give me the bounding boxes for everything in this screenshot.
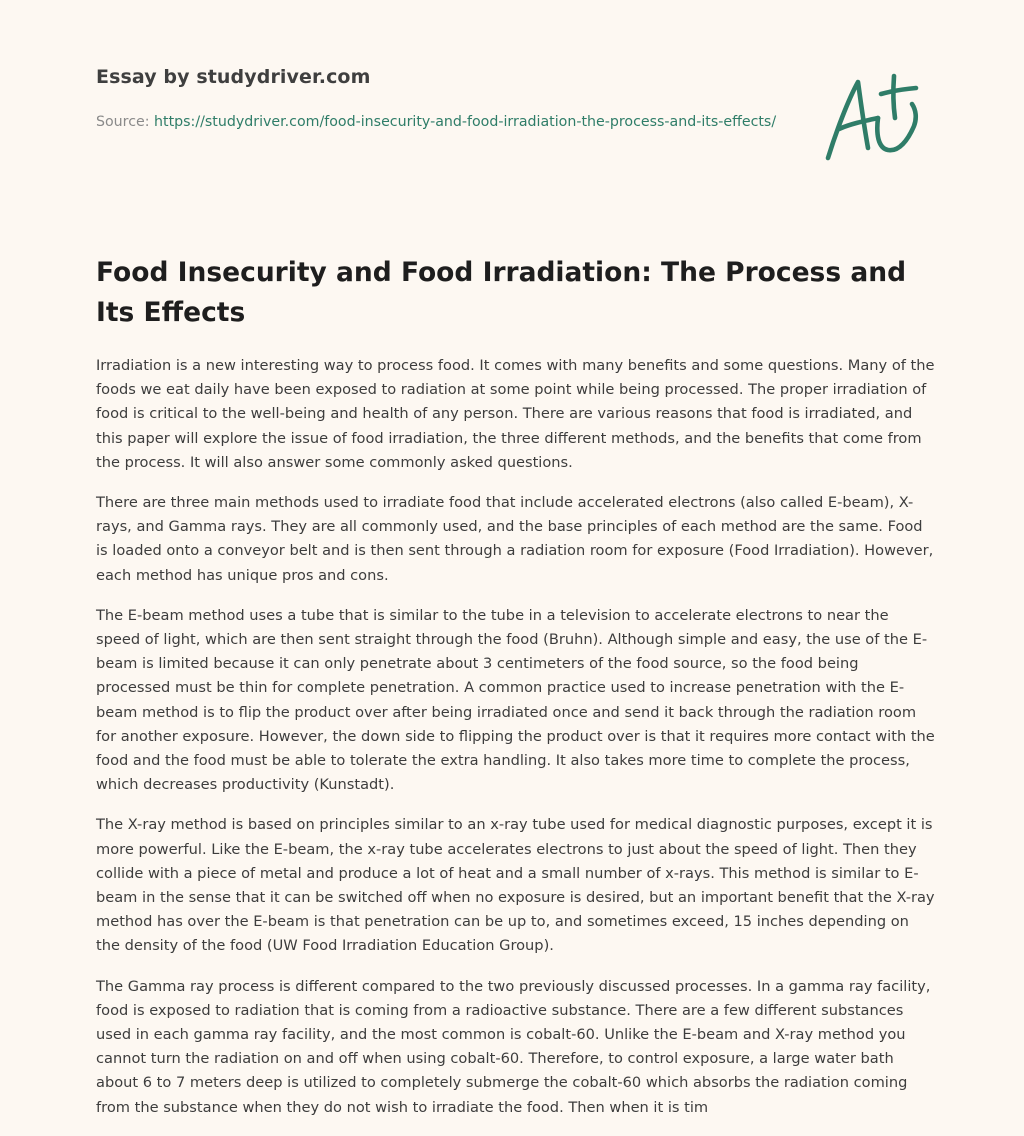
paragraph: Irradiation is a new interesting way to process food. It comes with many benefits and some questions. Many of the foods we eat daily have been exposed to radiation at some point while being processed. The proper irradiation of food is critical to the well-being and health of any person. There are various reasons that food is irradiated, and this paper will explore the issue of food irradiation, the three different methods, and the benefits that come from the process. It will also answer some commonly asked questions. [96, 357, 935, 471]
paragraph: The E-beam method uses a tube that is similar to the tube in a television to accelerate electrons to near the speed of light, which are then sent straight through the food (Bruhn). Although simple and easy, the use of the E-beam is limited because it can only penetrate about 3 centimeters of the food source, so the food being processed must be thin for complete penetration. A common practice used to increase penetration with the E-beam method is to flip the product over after being irradiated once and send it back through the radiation room for another exposure. However, the down side to flipping the product over is that it requires more contact with the food and the food must be able to tolerate the extra handling. It also takes more time to complete the process, which decreases productivity (Kunstadt). [96, 606, 935, 794]
source-link[interactable]: https://studydriver.com/food-insecurity-and-food-irradiation-the-process-and-its-effects/ [154, 114, 777, 130]
paragraph: The X-ray method is based on principles similar to an x-ray tube used for medical diagnostic purposes, except it is more powerful. Like the E-beam, the x-ray tube accelerates electrons to just about the speed of light. Then they collide with a piece of metal and produce a lot of heat and a small number of x-rays. This method is similar to E-beam in the sense that it can be switched off when no exposure is desired, but an important benefit that the X-ray method has over the E-beam is that penetration can be up to, and sometimes exceed, 15 inches depending on the density of the food (UW Food Irradiation Education Group). [96, 816, 935, 955]
paragraph: There are three main methods used to irradiate food that include accelerated electrons (also called E-beam), X-rays, and Gamma rays. They are all commonly used, and the base principles of each method are the same. Food is loaded onto a conveyor belt and is then sent through a radiation room for exposure (Food Irradiation). However, each method has unique pros and cons. [96, 494, 934, 584]
source-label: Source: [96, 114, 155, 130]
document-header [0, 0, 1024, 210]
a-plus-logo-icon [818, 70, 928, 166]
paragraph: The Gamma ray process is different compared to the two previously discussed processes. In a gamma ray facility, food is exposed to radiation that is coming from a radioactive substance. There are a few different substances used in each gamma ray facility, and the most common is cobalt-60. Unlike the E-beam and X-ray method you cannot turn the radiation on and off when using cobalt-60. Therefore, to control exposure, a large water bath about 6 to 7 meters deep is utilized to completely submerge the cobalt-60 which absorbs the radiation coming from the substance when they do not wish to irradiate the food. Then when it is tim [96, 977, 931, 1116]
essay-source-title: Essay by studydriver.com [96, 66, 371, 88]
source-line [96, 110, 796, 134]
essay-body [96, 354, 936, 1136]
essay-title: Food Insecurity and Food Irradiation: The Process and Its Effects [96, 257, 907, 328]
